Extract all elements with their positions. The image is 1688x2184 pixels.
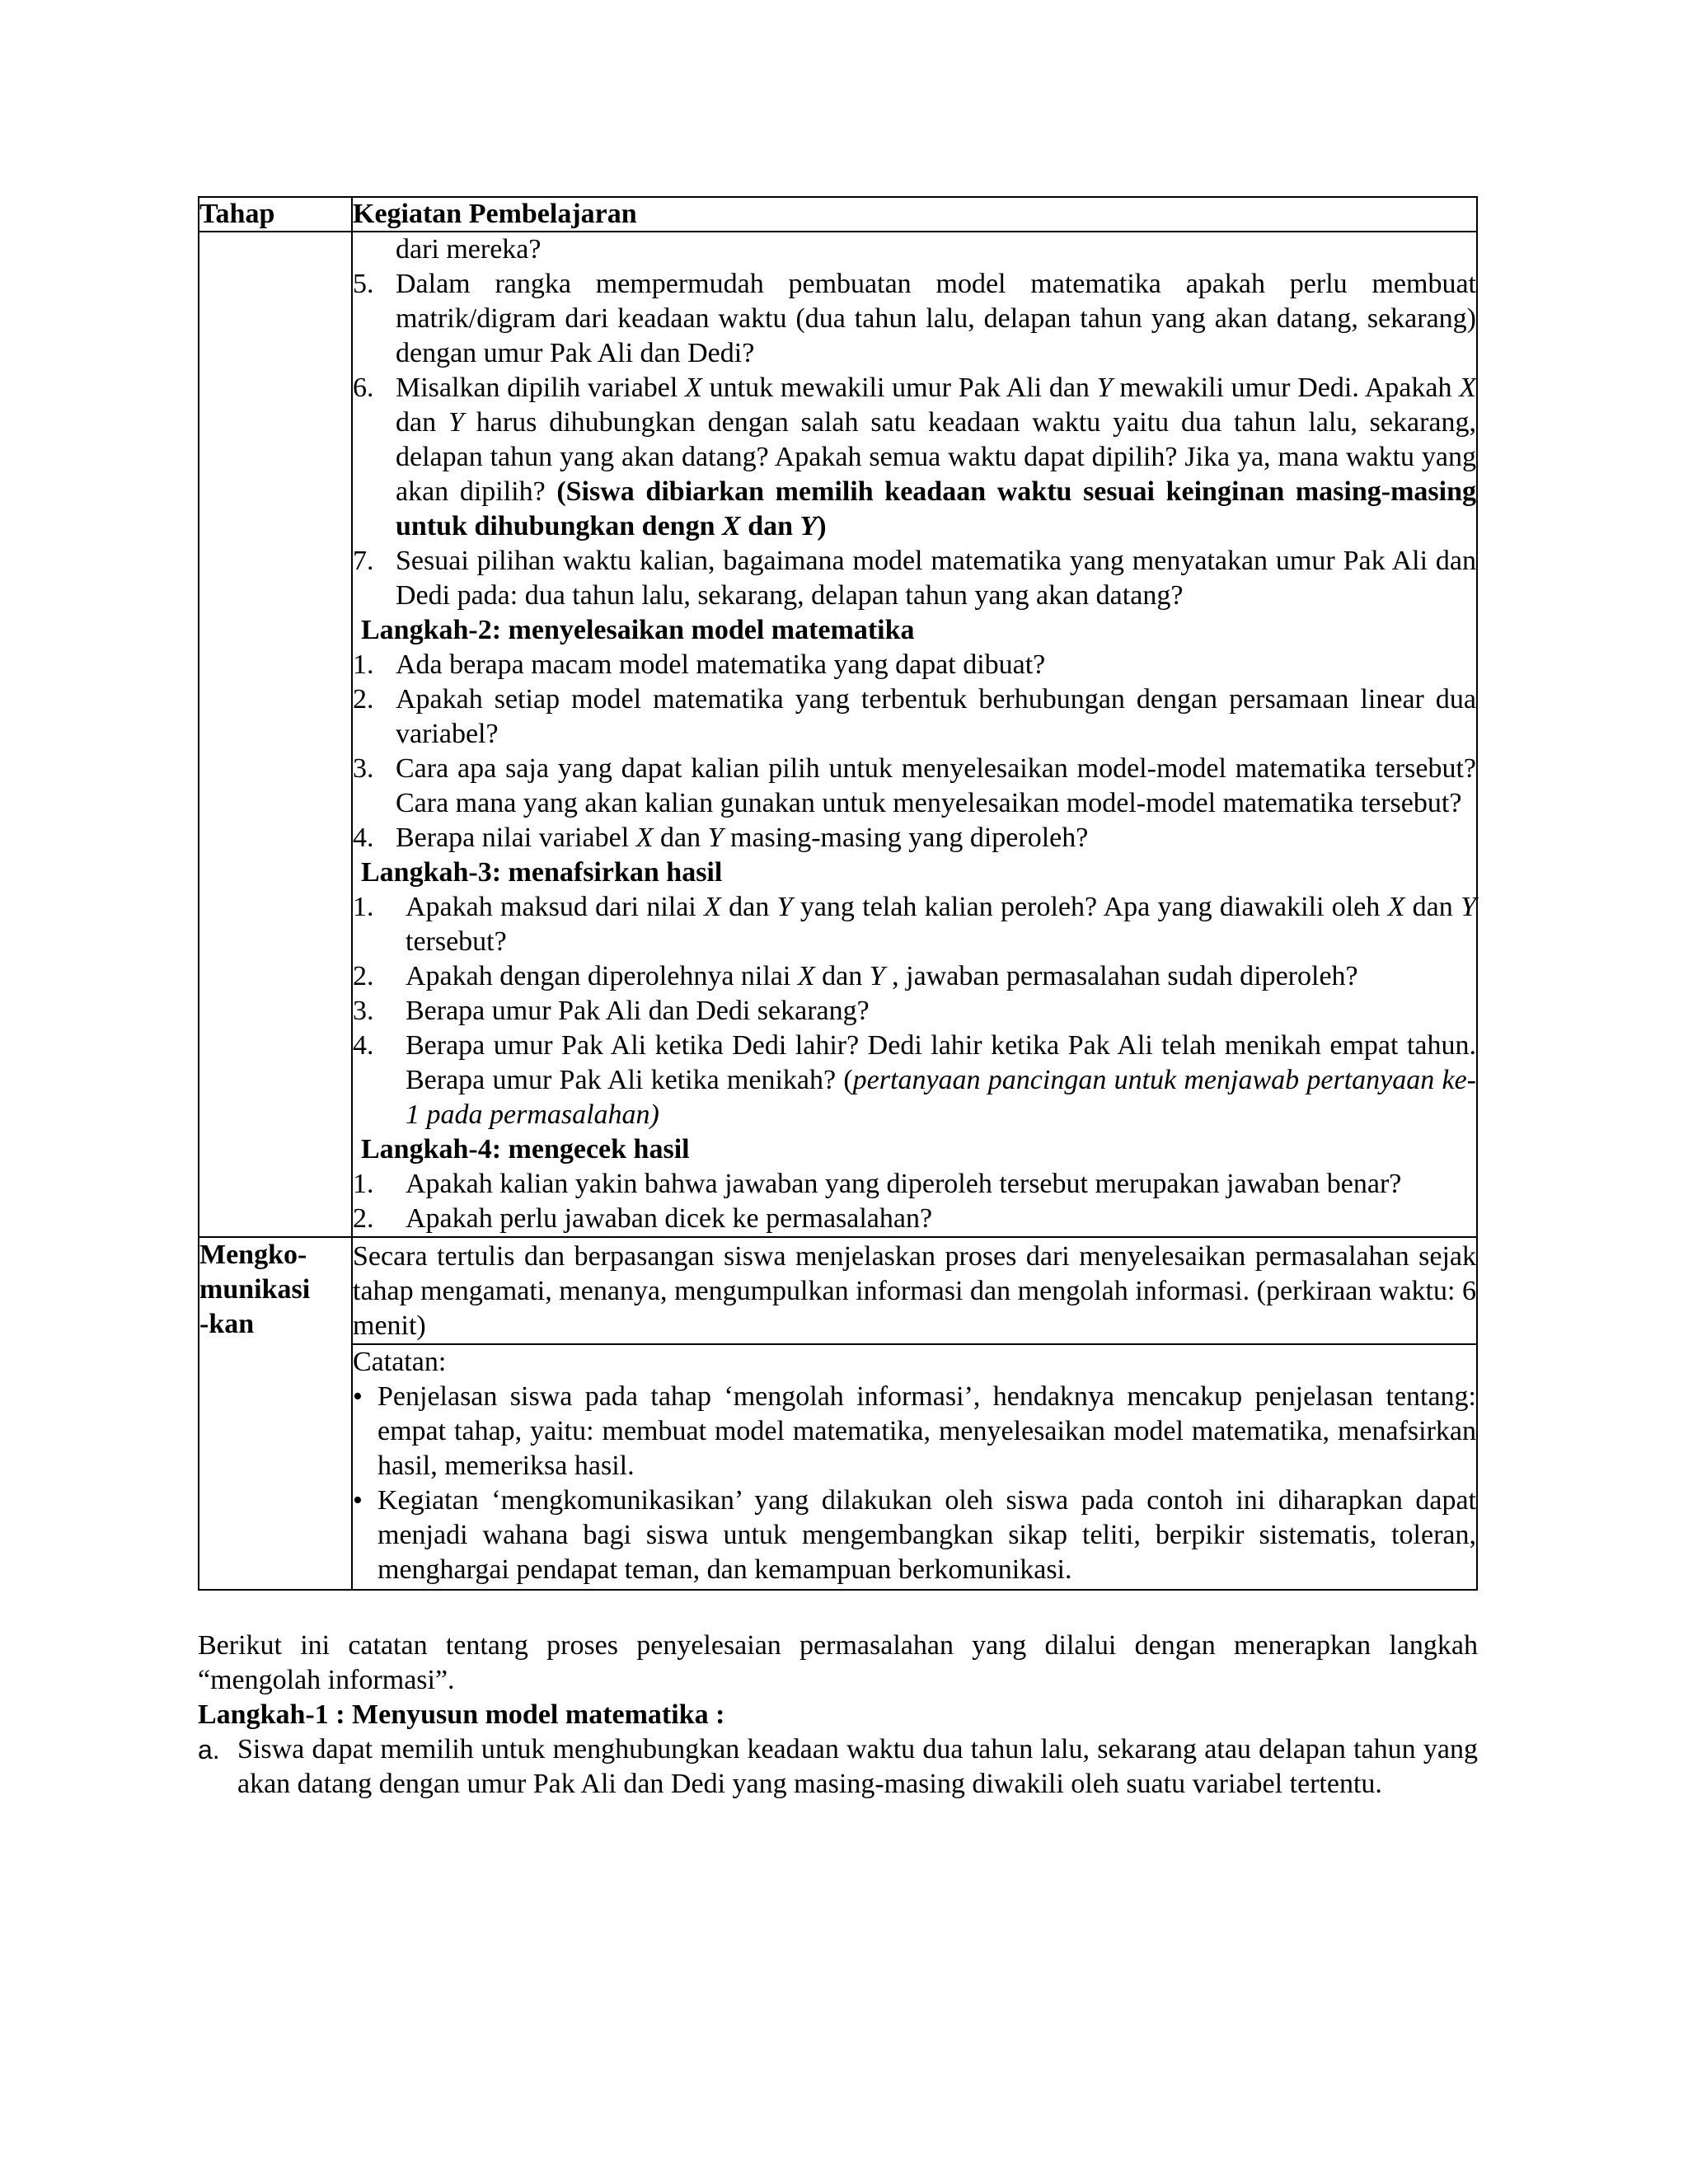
list-item-a — [198, 1732, 1478, 1802]
question-text: Ada berapa macam model matematika yang dapat dibuat? — [396, 649, 1046, 680]
question-text: Berapa umur Pak Ali dan Dedi sekarang? — [406, 996, 870, 1026]
question-item — [353, 267, 1476, 371]
bullet-text: Penjelasan siswa pada tahap ‘mengolah informasi’, hendaknya mencakup penjelasan tentang: empat tahap, yaitu: membuat model matematika, menyelesaikan model matematika, menafsirkan hasil, memeriksa hasil. — [377, 1381, 1476, 1481]
question-number: 4. — [353, 1030, 374, 1061]
question-list-langkah3 — [353, 890, 1476, 1132]
question-item — [353, 1029, 1476, 1132]
question-item — [353, 648, 1476, 682]
langkah-4-heading: Langkah-4: mengecek hasil — [361, 1134, 690, 1165]
question-number: 1. — [353, 892, 374, 922]
table-row-mengkomunikasikan — [199, 1237, 1477, 1344]
tahap-line: munikasi — [199, 1274, 311, 1305]
question-number: 7. — [353, 546, 374, 576]
header-tahap: Tahap — [199, 197, 352, 232]
langkah-1-heading: Langkah-1 : Menyusun model matematika : — [198, 1699, 725, 1730]
kegiatan-cell — [352, 232, 1477, 1237]
question-text: Sesuai pilihan waktu kalian, bagaimana model matematika yang menyatakan umur Pak Ali dan Dedi pada: dua tahun lalu, sekarang, delapan tahun yang akan datang? — [396, 546, 1476, 611]
question-item — [353, 371, 1476, 544]
question-text: Berapa umur Pak Ali ketika Dedi lahir? Dedi lahir ketika Pak Ali telah menikah empat tahun. Berapa umur Pak Ali ketika menikah? (pertanyaan pancingan untuk menjawab pertanyaan ke-1 pada permasalahan) — [406, 1030, 1476, 1130]
question-item — [353, 1167, 1476, 1202]
header-kegiatan: Kegiatan Pembelajaran — [352, 197, 1477, 232]
question-item — [353, 821, 1476, 855]
tahap-mengkomunikasikan — [199, 1237, 352, 1590]
question-item — [353, 959, 1476, 994]
question-item — [353, 544, 1476, 613]
question-text: Apakah maksud dari nilai X dan Y yang telah kalian peroleh? Apa yang diawakili oleh X dan Y tersebut? — [406, 892, 1477, 957]
langkah-2-heading: Langkah-2: menyelesaikan model matematika — [361, 615, 915, 645]
tahap-line: Mengko- — [199, 1240, 307, 1270]
question-text: Apakah kalian yakin bahwa jawaban yang diperoleh tersebut merupakan jawaban benar? — [406, 1169, 1402, 1199]
bullet-icon: • — [353, 1381, 363, 1412]
question-item — [353, 890, 1476, 959]
langkah-3-heading: Langkah-3: menafsirkan hasil — [361, 857, 723, 888]
bullet-text: Kegiatan ‘mengkomunikasikan’ yang dilakukan oleh siswa pada contoh ini diharapkan dapat menjadi wahana bagi siswa untuk mengembangkan sikap teliti, berpikir sistematis, toleran, menghargai pendapat teman, dan kemampuan berkomunikasi. — [377, 1485, 1476, 1585]
question-text: Berapa nilai variabel X dan Y masing-masing yang diperoleh? — [396, 823, 1089, 853]
question-number: 3. — [353, 753, 374, 784]
intro-text: dari mereka? — [396, 234, 542, 265]
question-text: Dalam rangka mempermudah pembuatan model matematika apakah perlu membuat matrik/digram dari keadaan waktu (dua tahun lalu, delapan tahun yang akan datang, sekarang) dengan umur Pak Ali dan Dedi? — [396, 269, 1476, 368]
question-number: 2. — [353, 1203, 374, 1234]
catatan-cell — [352, 1344, 1477, 1590]
question-number: 5. — [353, 269, 374, 299]
question-number: 4. — [353, 823, 374, 853]
after-table-section — [198, 1629, 1478, 1802]
list-marker: a. — [198, 1735, 220, 1765]
catatan-title: Catatan: — [353, 1347, 447, 1377]
table-header-row — [199, 197, 1477, 232]
question-item — [353, 1202, 1476, 1236]
question-list-langkah2 — [353, 648, 1476, 855]
question-item — [353, 682, 1476, 752]
question-number: 6. — [353, 373, 374, 403]
lesson-table — [198, 196, 1478, 1591]
table-row-catatan — [199, 1344, 1477, 1590]
bullet-icon: • — [353, 1485, 363, 1516]
question-number: 1. — [353, 1169, 374, 1199]
question-list-langkah1 — [353, 267, 1476, 613]
question-text: Cara apa saja yang dapat kalian pilih untuk menyelesaikan model-model matematika tersebut? Cara mana yang akan kalian gunakan untuk menyelesaikan model-model matematika tersebut? — [396, 753, 1476, 818]
catatan-bullet — [353, 1483, 1476, 1587]
question-text: Apakah perlu jawaban dicek ke permasalahan? — [406, 1203, 933, 1234]
question-number: 3. — [353, 996, 374, 1026]
list-text: Siswa dapat memilih untuk menghubungkan keadaan waktu dua tahun lalu, sekarang atau delapan tahun yang akan datang dengan umur Pak Ali dan Dedi yang masing-masing diwakili oleh suatu variabel tertentu. — [237, 1734, 1478, 1799]
table-row-langkah — [199, 232, 1477, 1237]
question-number: 2. — [353, 684, 374, 715]
question-text: Apakah dengan diperolehnya nilai X dan Y , jawaban permasalahan sudah diperoleh? — [406, 961, 1358, 991]
tahap-line: -kan — [199, 1309, 255, 1339]
question-text: Apakah setiap model matematika yang terbentuk berhubungan dengan persamaan linear dua variabel? — [396, 684, 1476, 749]
mengkomunikasikan-text: Secara tertulis dan berpasangan siswa menjelaskan proses dari menyelesaikan permasalahan sejak tahap mengamati, menanya, mengumpulkan informasi dan mengolah informasi. (perkiraan waktu: 6 menit) — [352, 1237, 1477, 1344]
catatan-bullet — [353, 1380, 1476, 1483]
question-number: 1. — [353, 649, 374, 680]
question-text: Misalkan dipilih variabel X untuk mewakili umur Pak Ali dan Y mewakili umur Dedi. Apakah X dan Y harus dihubungkan dengan salah satu keadaan waktu yaitu dua tahun lalu, sekarang, delapan tahun yang akan datang? Apakah semua waktu dapat dipilih? Jika ya, mana waktu yang akan dipilih? (Siswa dibiarkan memilih keadaan waktu sesuai keinginan masing-masing untuk dihubungkan dengn X dan Y) — [396, 373, 1477, 541]
document-page — [198, 196, 1478, 1802]
question-item — [353, 752, 1476, 821]
question-item — [353, 994, 1476, 1029]
question-number: 2. — [353, 961, 374, 991]
intro-paragraph: Berikut ini catatan tentang proses penyelesaian permasalahan yang dilalui dengan menerapkan langkah “mengolah informasi”. — [198, 1630, 1478, 1695]
question-list-langkah4 — [353, 1167, 1476, 1236]
tahap-cell-empty — [199, 232, 352, 1237]
